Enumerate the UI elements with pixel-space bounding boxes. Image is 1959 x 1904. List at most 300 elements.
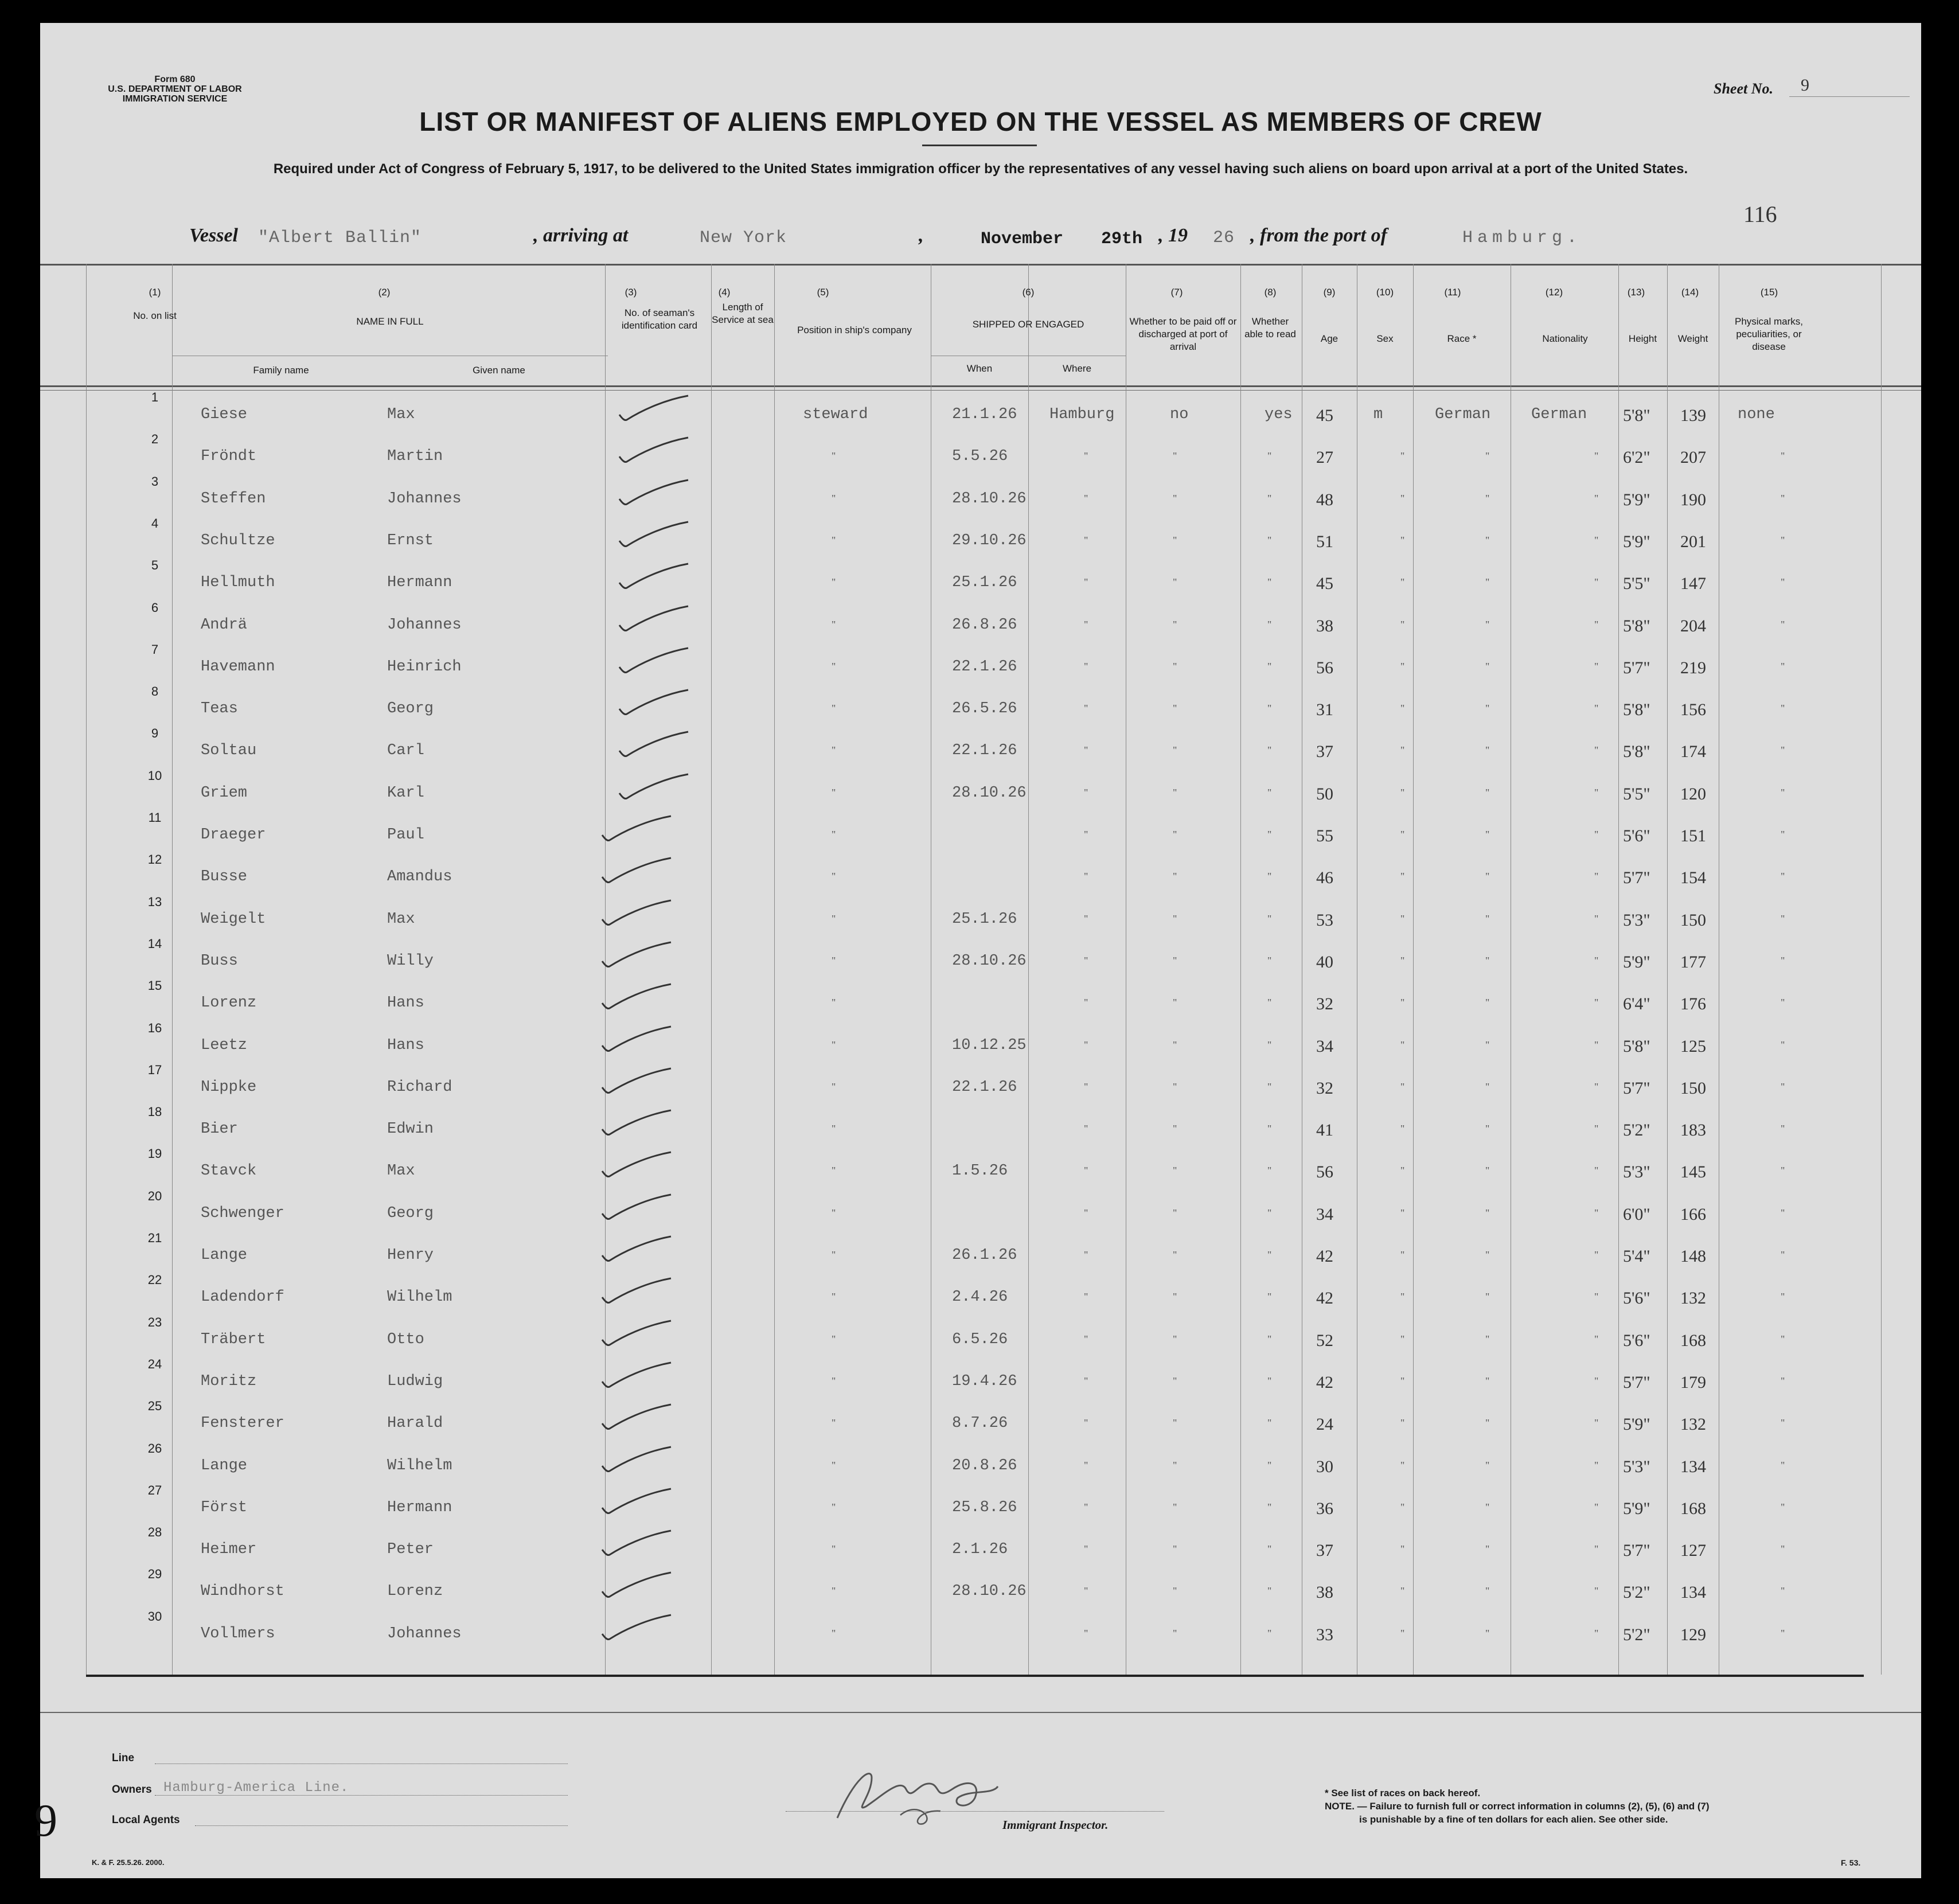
ditto-mark: " — [1084, 618, 1088, 630]
year-suffix: 26 — [1213, 228, 1235, 248]
col-number: (2) — [378, 287, 391, 298]
height-cell: 5'2" — [1623, 1583, 1650, 1602]
sex-cell: m — [1373, 406, 1383, 423]
age-cell: 45 — [1316, 574, 1333, 594]
row-number: 1 — [151, 390, 159, 404]
ditto-mark: " — [1485, 912, 1490, 924]
ditto-mark: " — [1084, 744, 1088, 756]
weight-cell: 156 — [1680, 700, 1706, 720]
given-name-cell: Martin — [387, 448, 443, 466]
ditto-mark: " — [1485, 1039, 1490, 1051]
ditto-mark: " — [1781, 1543, 1785, 1555]
family-name-cell: Schwenger — [201, 1204, 284, 1222]
age-cell: 42 — [1316, 1372, 1333, 1392]
col-number: (8) — [1264, 287, 1277, 298]
row-number: 28 — [147, 1525, 162, 1540]
ditto-mark: " — [1173, 1417, 1177, 1429]
shipped-when-cell: 5.5.26 — [952, 448, 1008, 466]
ditto-mark: " — [1594, 1501, 1599, 1513]
col-number: (13) — [1627, 287, 1645, 298]
shipped-when-cell: 25.1.26 — [952, 910, 1017, 928]
check-mark-icon — [599, 1488, 680, 1522]
family-name-cell: Stavck — [201, 1162, 257, 1180]
age-cell: 41 — [1316, 1121, 1333, 1140]
ditto-mark: " — [1173, 1291, 1177, 1303]
ditto-mark: " — [1173, 1585, 1177, 1597]
ditto-mark: " — [1485, 1249, 1490, 1261]
shipped-where-cell: Hamburg — [1049, 406, 1115, 423]
check-mark-icon — [616, 479, 697, 513]
given-name-cell: Henry — [387, 1247, 434, 1264]
family-name-cell: Schultze — [201, 532, 275, 549]
height-cell: 5'3" — [1623, 1162, 1650, 1182]
ditto-mark: " — [1267, 1627, 1272, 1639]
row-number: 30 — [147, 1609, 162, 1624]
check-mark-icon — [599, 1109, 680, 1144]
ditto-mark: " — [1781, 1375, 1785, 1387]
ditto-mark: " — [1084, 1249, 1088, 1261]
given-name-cell: Hans — [387, 1036, 424, 1054]
ditto-mark: " — [1400, 1207, 1405, 1219]
ditto-mark: " — [1084, 829, 1088, 840]
ditto-mark: " — [1781, 954, 1785, 966]
ditto-mark: " — [832, 1627, 836, 1639]
ditto-mark: " — [832, 871, 836, 883]
ditto-mark: " — [1267, 1375, 1272, 1387]
age-cell: 34 — [1316, 1036, 1333, 1056]
ditto-mark: " — [1594, 1249, 1599, 1261]
ditto-mark: " — [1267, 1333, 1272, 1345]
family-name-cell: Lange — [201, 1457, 248, 1474]
ditto-mark: " — [1781, 618, 1785, 630]
ditto-mark: " — [1485, 492, 1490, 504]
shipped-when-cell: 26.5.26 — [952, 700, 1017, 718]
family-name-cell: Soltau — [201, 742, 257, 760]
ditto-mark: " — [1084, 1543, 1088, 1555]
family-name-cell: Fröndt — [201, 448, 257, 466]
col-number: (14) — [1681, 287, 1699, 298]
row-number: 27 — [147, 1482, 162, 1497]
ditto-mark: " — [1084, 1291, 1088, 1303]
height-cell: 6'2" — [1623, 448, 1650, 467]
ditto-mark: " — [1084, 450, 1088, 462]
ditto-mark: " — [1781, 1039, 1785, 1051]
height-cell: 5'8" — [1623, 406, 1650, 425]
ditto-mark: " — [1267, 534, 1272, 546]
shipped-when-cell: 28.10.26 — [952, 1583, 1027, 1601]
family-name-cell: Giese — [201, 406, 248, 423]
ditto-mark: " — [1173, 912, 1177, 924]
ditto-mark: " — [832, 954, 836, 966]
ditto-mark: " — [1173, 786, 1177, 798]
given-name-cell: Paul — [387, 826, 424, 844]
age-cell: 51 — [1316, 532, 1333, 551]
given-name-cell: Edwin — [387, 1121, 434, 1138]
ditto-mark: " — [1485, 1501, 1490, 1513]
given-name-cell: Max — [387, 910, 415, 928]
ditto-mark: " — [1173, 1080, 1177, 1093]
row-number: 16 — [147, 1020, 162, 1035]
weight-cell: 179 — [1680, 1372, 1706, 1392]
given-name-cell: Ernst — [387, 532, 434, 549]
ditto-mark: " — [1485, 576, 1490, 588]
given-name-cell: Hermann — [387, 1499, 452, 1516]
shipped-when-cell: 22.1.26 — [952, 1078, 1017, 1096]
ditto-mark: " — [832, 1165, 836, 1177]
weight-cell: 132 — [1680, 1415, 1706, 1434]
header-no-on-list: No. on list — [133, 310, 177, 321]
ditto-mark: " — [1781, 997, 1785, 1009]
given-name-cell: Johannes — [387, 490, 462, 508]
height-cell: 5'9" — [1623, 1415, 1650, 1434]
row-number: 23 — [147, 1314, 162, 1329]
form-code: F. 53. — [1841, 1858, 1861, 1867]
ditto-mark: " — [1173, 660, 1177, 672]
ditto-mark: " — [832, 576, 836, 588]
ditto-mark: " — [1594, 1417, 1599, 1429]
weight-cell: 168 — [1680, 1331, 1706, 1350]
ditto-mark: " — [1267, 1039, 1272, 1051]
family-name-cell: Leetz — [201, 1036, 248, 1054]
given-name-cell: Amandus — [387, 868, 452, 886]
ditto-mark: " — [832, 492, 836, 504]
ditto-mark: " — [1485, 954, 1490, 966]
age-cell: 37 — [1316, 742, 1333, 762]
ditto-mark: " — [1485, 1080, 1490, 1093]
ditto-mark: " — [1084, 912, 1088, 924]
row-number: 24 — [147, 1356, 162, 1371]
penalty-note-line-2: is punishable by a fine of ten dollars for each alien. See other side. — [1359, 1814, 1668, 1825]
height-cell: 5'7" — [1623, 1541, 1650, 1560]
ditto-mark: " — [1084, 703, 1088, 715]
weight-cell: 177 — [1680, 952, 1706, 971]
ditto-mark: " — [1267, 492, 1272, 504]
form-service: IMMIGRATION SERVICE — [122, 94, 228, 104]
header-shipped-where: Where — [1062, 363, 1092, 374]
ditto-mark: " — [1267, 1501, 1272, 1513]
ditto-mark: " — [1173, 618, 1177, 630]
ditto-mark: " — [1485, 660, 1490, 672]
check-mark-icon — [599, 1277, 680, 1312]
row-number: 17 — [147, 1062, 162, 1077]
printer-code: K. & F. 25.5.26. 2000. — [92, 1858, 165, 1867]
header-shipped-or-engaged: SHIPPED OR ENGAGED — [972, 319, 1084, 330]
row-number: 18 — [147, 1105, 162, 1119]
column-rule — [1667, 264, 1668, 1675]
weight-cell: 134 — [1680, 1583, 1706, 1602]
family-name-cell: Hellmuth — [201, 574, 275, 592]
shipped-when-cell: 6.5.26 — [952, 1331, 1008, 1348]
ditto-mark: " — [1400, 997, 1405, 1009]
height-cell: 5'7" — [1623, 1078, 1650, 1098]
ditto-mark: " — [1173, 1627, 1177, 1639]
height-cell: 6'4" — [1623, 994, 1650, 1014]
ditto-mark: " — [1084, 1585, 1088, 1597]
ditto-mark: " — [1485, 450, 1490, 462]
ditto-mark: " — [1267, 871, 1272, 883]
height-cell: 5'8" — [1623, 742, 1650, 762]
age-cell: 55 — [1316, 826, 1333, 845]
ditto-mark: " — [1400, 1543, 1405, 1555]
height-cell: 5'2" — [1623, 1121, 1650, 1140]
ditto-mark: " — [1594, 997, 1599, 1009]
inspector-underline — [786, 1811, 1164, 1812]
check-mark-icon — [599, 1193, 680, 1228]
weight-cell: 166 — [1680, 1204, 1706, 1224]
ditto-mark: " — [1594, 1627, 1599, 1639]
shipped-when-cell: 10.12.25 — [952, 1036, 1027, 1054]
ditto-mark: " — [1594, 534, 1599, 546]
check-mark-icon — [599, 1614, 680, 1648]
ditto-mark: " — [1084, 997, 1088, 1009]
given-name-cell: Harald — [387, 1415, 443, 1433]
title-underline — [922, 145, 1037, 146]
ditto-mark: " — [1485, 786, 1490, 798]
check-mark-icon — [616, 521, 697, 555]
ditto-mark: " — [1084, 871, 1088, 883]
row-number: 11 — [148, 810, 162, 825]
weight-cell: 150 — [1680, 910, 1706, 930]
ditto-mark: " — [1267, 576, 1272, 588]
height-cell: 5'2" — [1623, 1625, 1650, 1644]
check-mark-icon — [616, 689, 697, 723]
arrival-day: 29th — [1101, 229, 1143, 249]
ditto-mark: " — [1400, 1585, 1405, 1597]
ditto-mark: " — [1594, 829, 1599, 840]
height-cell: 5'7" — [1623, 658, 1650, 677]
given-name-cell: Wilhelm — [387, 1457, 452, 1474]
ditto-mark: " — [1485, 744, 1490, 756]
ditto-mark: " — [1400, 1165, 1405, 1177]
ditto-mark: " — [1173, 871, 1177, 883]
family-name-cell: Ladendorf — [201, 1289, 284, 1306]
ditto-mark: " — [1485, 1543, 1490, 1555]
departure-port: Hamburg. — [1462, 228, 1582, 248]
shipped-when-cell: 22.1.26 — [952, 742, 1017, 760]
ditto-mark: " — [1594, 871, 1599, 883]
col-number: (3) — [625, 287, 637, 298]
ditto-mark: " — [1781, 1291, 1785, 1303]
ditto-mark: " — [1781, 492, 1785, 504]
ditto-mark: " — [1173, 1333, 1177, 1345]
ditto-mark: " — [1400, 450, 1405, 462]
ditto-mark: " — [1594, 1165, 1599, 1177]
bottom-left-handwritten-number: 9 — [34, 1796, 57, 1846]
weight-cell: 139 — [1680, 406, 1706, 425]
family-name-cell: Moritz — [201, 1372, 257, 1390]
height-cell: 5'6" — [1623, 826, 1650, 845]
height-cell: 5'7" — [1623, 1372, 1650, 1392]
height-cell: 5'9" — [1623, 490, 1650, 509]
height-cell: 5'7" — [1623, 868, 1650, 888]
header-nationality: Nationality — [1542, 333, 1588, 344]
ditto-mark: " — [1594, 1207, 1599, 1219]
height-cell: 6'0" — [1623, 1204, 1650, 1224]
ditto-mark: " — [1173, 954, 1177, 966]
table-header-bottom-rule — [40, 385, 1921, 387]
ditto-mark: " — [1485, 703, 1490, 715]
col-number: (15) — [1760, 287, 1778, 298]
ditto-mark: " — [1400, 660, 1405, 672]
ditto-mark: " — [1267, 450, 1272, 462]
ditto-mark: " — [1267, 703, 1272, 715]
check-mark-icon — [616, 436, 697, 471]
weight-cell: 125 — [1680, 1036, 1706, 1056]
ditto-mark: " — [1267, 1123, 1272, 1135]
check-mark-icon — [616, 647, 697, 681]
weight-cell: 207 — [1680, 448, 1706, 467]
ditto-mark: " — [1084, 660, 1088, 672]
family-name-cell: Nippke — [201, 1078, 257, 1096]
form-identifier — [106, 75, 244, 104]
ditto-mark: " — [832, 1333, 836, 1345]
row-number: 26 — [147, 1441, 162, 1456]
given-name-cell: Peter — [387, 1541, 434, 1559]
family-name-cell: Vollmers — [201, 1625, 275, 1642]
ditto-mark: " — [1084, 1501, 1088, 1513]
ditto-mark: " — [1594, 1039, 1599, 1051]
ditto-mark: " — [1173, 1543, 1177, 1555]
ditto-mark: " — [1267, 954, 1272, 966]
sheet-count-annotation: 116 — [1743, 201, 1777, 227]
age-cell: 37 — [1316, 1541, 1333, 1560]
header-sex: Sex — [1376, 333, 1394, 344]
height-cell: 5'9" — [1623, 952, 1650, 971]
ditto-mark: " — [832, 618, 836, 630]
ditto-mark: " — [1084, 1627, 1088, 1639]
ditto-mark: " — [1400, 786, 1405, 798]
check-mark-icon — [616, 731, 697, 765]
weight-cell: 154 — [1680, 868, 1706, 888]
ditto-mark: " — [1781, 871, 1785, 883]
ditto-mark: " — [1400, 1123, 1405, 1135]
check-mark-icon — [599, 857, 680, 891]
given-name-cell: Johannes — [387, 1625, 462, 1642]
family-name-cell: Buss — [201, 952, 238, 970]
ditto-mark: " — [832, 1249, 836, 1261]
ditto-mark: " — [1173, 1375, 1177, 1387]
ditto-mark: " — [1594, 1585, 1599, 1597]
shipped-when-cell: 25.1.26 — [952, 574, 1017, 592]
family-name-cell: Havemann — [201, 658, 275, 676]
sheet-number-value: 9 — [1801, 76, 1809, 95]
able-to-read-cell: yes — [1265, 406, 1293, 423]
shipped-when-cell: 28.10.26 — [952, 784, 1027, 802]
header-physical-marks: Physical marks, peculiarities, or disease — [1734, 316, 1804, 352]
age-cell: 42 — [1316, 1247, 1333, 1266]
from-port-label: , from the port of — [1250, 225, 1387, 246]
ditto-mark: " — [1781, 1207, 1785, 1219]
weight-cell: 147 — [1680, 574, 1706, 594]
weight-cell: 174 — [1680, 742, 1706, 762]
col-number: (5) — [817, 287, 829, 298]
ditto-mark: " — [832, 450, 836, 462]
ditto-mark: " — [1781, 660, 1785, 672]
given-name-cell: Max — [387, 406, 415, 423]
family-name-cell: Andrä — [201, 616, 248, 634]
check-mark-icon — [616, 395, 697, 429]
ditto-mark: " — [832, 1039, 836, 1051]
ditto-mark: " — [1400, 912, 1405, 924]
owners-label: Owners — [112, 1784, 152, 1796]
family-name-cell: Först — [201, 1499, 248, 1516]
ditto-mark: " — [1594, 786, 1599, 798]
ditto-mark: " — [1400, 492, 1405, 504]
weight-cell: 168 — [1680, 1499, 1706, 1518]
weight-cell: 183 — [1680, 1121, 1706, 1140]
ditto-mark: " — [1781, 1627, 1785, 1639]
ditto-mark: " — [1267, 744, 1272, 756]
ditto-mark: " — [1594, 912, 1599, 924]
ditto-mark: " — [1400, 1459, 1405, 1471]
ditto-mark: " — [1173, 703, 1177, 715]
age-cell: 52 — [1316, 1331, 1333, 1350]
header-length-of-service: Length of Service at sea — [712, 302, 774, 325]
age-cell: 30 — [1316, 1457, 1333, 1476]
col-number: (4) — [718, 287, 731, 298]
ditto-mark: " — [1781, 703, 1785, 715]
check-mark-icon — [616, 773, 697, 807]
header-age: Age — [1320, 333, 1338, 344]
weight-cell: 219 — [1680, 658, 1706, 677]
ditto-mark: " — [1400, 1501, 1405, 1513]
penalty-note — [1325, 1800, 1710, 1826]
row-number: 12 — [147, 852, 162, 867]
ditto-mark: " — [1084, 1333, 1088, 1345]
given-name-cell: Georg — [387, 700, 434, 718]
header-position: Position in ship's company — [797, 325, 912, 335]
ditto-mark: " — [1084, 1375, 1088, 1387]
col-number: (7) — [1170, 287, 1183, 298]
ditto-mark: " — [1781, 1333, 1785, 1345]
ditto-mark: " — [832, 1417, 836, 1429]
form-department: U.S. DEPARTMENT OF LABOR — [108, 84, 242, 94]
row-number: 19 — [147, 1146, 162, 1161]
local-agents-label: Local Agents — [112, 1814, 180, 1826]
row-number: 21 — [147, 1231, 162, 1245]
age-cell: 34 — [1316, 1204, 1333, 1224]
height-cell: 5'8" — [1623, 700, 1650, 720]
ditto-mark: " — [1084, 1459, 1088, 1471]
ditto-mark: " — [832, 786, 836, 798]
age-cell: 56 — [1316, 1162, 1333, 1182]
row-number: 13 — [147, 894, 162, 909]
ditto-mark: " — [832, 1207, 836, 1219]
ditto-mark: " — [1267, 1165, 1272, 1177]
ditto-mark: " — [1173, 1249, 1177, 1261]
ditto-mark: " — [1400, 618, 1405, 630]
ditto-mark: " — [1400, 871, 1405, 883]
row-number: 5 — [151, 558, 159, 573]
ditto-mark: " — [1485, 534, 1490, 546]
header-paid-off: Whether to be paid off or discharged at port of arrival — [1129, 316, 1237, 352]
ditto-mark: " — [1781, 1080, 1785, 1093]
ditto-mark: " — [1173, 1207, 1177, 1219]
page-subtitle: Required under Act of Congress of February 5, 1917, to be delivered to the United States immigration officer by the representatives of any vessel having such aliens on board upon arrival at a port of the United States. — [273, 161, 1688, 177]
weight-cell: 127 — [1680, 1541, 1706, 1560]
ditto-mark: " — [832, 660, 836, 672]
form-number: Form 680 — [154, 75, 196, 84]
column-rule — [86, 264, 87, 1675]
family-name-cell: Bier — [201, 1121, 238, 1138]
shipped-when-cell: 28.10.26 — [952, 490, 1027, 508]
check-mark-icon — [599, 1446, 680, 1480]
check-mark-icon — [616, 563, 697, 597]
row-number: 6 — [151, 600, 159, 615]
ditto-mark: " — [1594, 1543, 1599, 1555]
ditto-mark: " — [1084, 1080, 1088, 1093]
ditto-mark: " — [1173, 997, 1177, 1009]
